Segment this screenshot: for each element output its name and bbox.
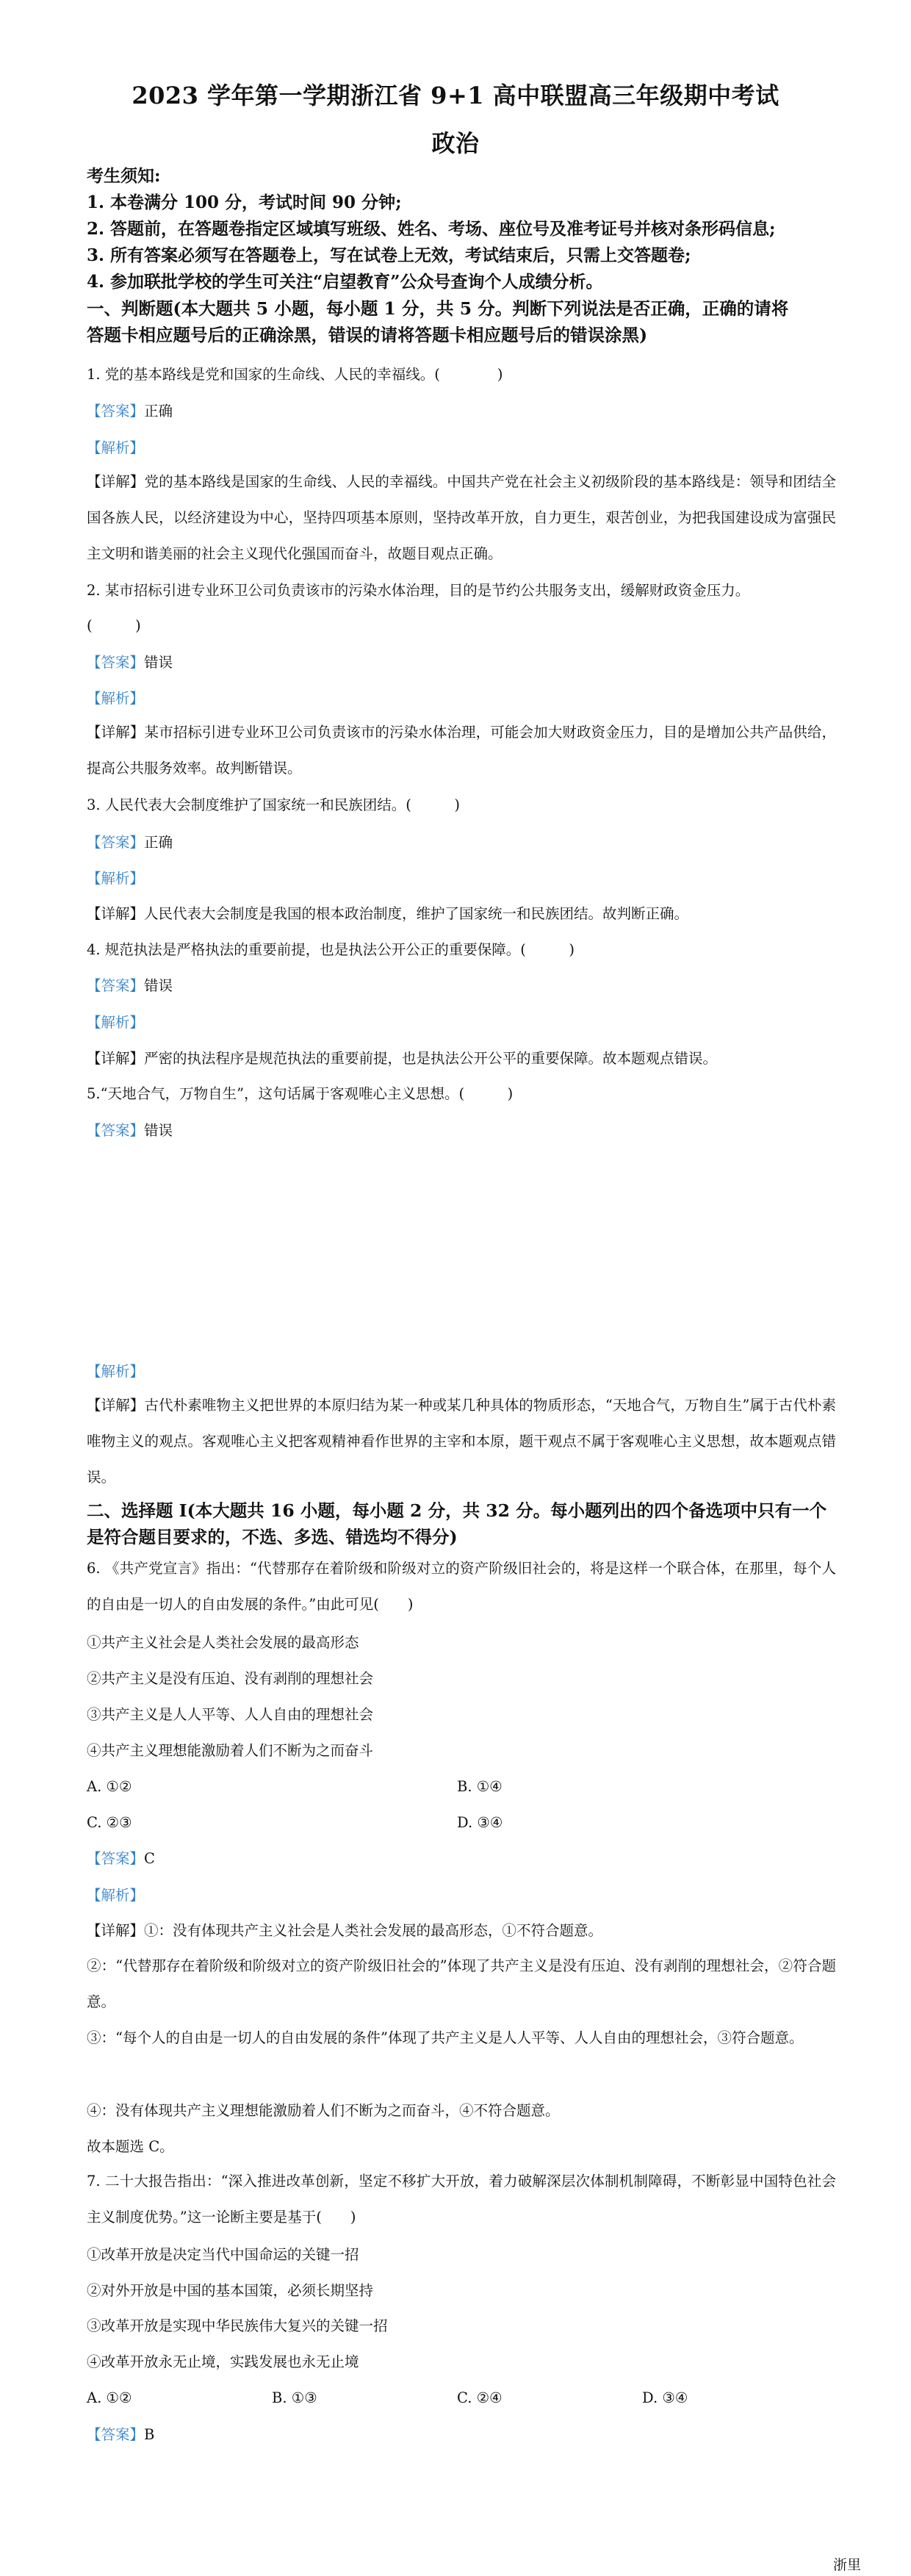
q1-detail-text: 党的基本路线是国家的生命线、人民的幸福线。中国共产党在社会主义初级阶段的基本路线是：领导和团结全国各族人民，以经济建设为中心，坚持四项基本原则，坚持改革开放，自力更生，艰苦创业，为把我国建设成为富强民主文明和谐美丽的社会主义现代化强国而奋斗，故题目观点正确。 [87,473,836,562]
q2-answer-value: 错误 [144,654,173,671]
q6-detail-5: 故本题选 C。 [87,2138,174,2155]
q4-detail [87,1048,836,1069]
footer-text: 浙里 [832,2557,861,2573]
q6-detail-2: ②：“代替那存在着阶级和阶级对立的资产阶级旧社会的”体现了共产主义是没有压迫、没有剥削的理想社会，②符合题意。 [87,1957,836,2010]
q5-detail-text: 古代朴素唯物主义把世界的本原归结为某一种或某几种具体的物质形态，“天地合气，万物自生”属于古代朴素唯物主义的观点。客观唯心主义把客观精神看作世界的主宰和本原，题干观点不属于客观唯心主义思想，故本题观点错误。 [87,1397,836,1486]
q2-detail [87,714,836,786]
q5-answer-value: 错误 [144,1122,173,1139]
q2-analysis-label: 【解析】 [87,690,145,707]
q5-answer [87,1120,836,1141]
q2-answer [87,652,836,673]
answer-label: 【答案】 [87,834,145,851]
q6-statement-4: ④共产主义理想能激励着人们不断为之而奋斗 [87,1742,374,1759]
q4-stem: 4. 规范执法是严格执法的重要前提，也是执法公开公正的重要保障。( ) [87,941,575,958]
section1-title-line1: 一、判断题(本大题共 5 小题，每小题 1 分，共 5 分。判断下列说法是否正确，正确的请将 [87,298,789,319]
detail-label: 【详解】 [87,724,145,741]
q6-analysis-label: 【解析】 [87,1887,145,1904]
q6-detail-1 [87,1921,836,1941]
q6-detail-4: ④：没有体现共产主义理想能激励着人们不断为之而奋斗，④不符合题意。 [87,2102,560,2119]
answer-label: 【答案】 [87,654,145,671]
section2-title-line2: 是符合题目要求的，不选、多选、错选均不得分) [87,1527,458,1547]
q7-option-d: D. ③④ [642,2389,688,2406]
q6-detail-3: ③：“每个人的自由是一切人的自由发展的条件”体现了共产主义是人人平等、人人自由的理想社会，③符合题意。 [87,2029,804,2046]
section1-title-line2: 答题卡相应题号后的正确涂黑，错误的请将答题卡相应题号后的错误涂黑) [87,325,648,345]
q3-detail [87,904,836,924]
q7-option-a: A. ①② [87,2389,132,2406]
q7-statement-3: ③改革开放是实现中华民族伟大复兴的关键一招 [87,2317,388,2334]
q3-detail-text: 人民代表大会制度是我国的根本政治制度，维护了国家统一和民族团结。故判断正确。 [144,905,689,922]
answer-label: 【答案】 [87,2426,145,2443]
q4-analysis-label: 【解析】 [87,1014,145,1031]
detail-label: 【详解】 [87,1050,145,1067]
detail-label: 【详解】 [87,1397,145,1414]
q5-analysis-label: 【解析】 [87,1363,145,1380]
q3-answer-value: 正确 [144,834,173,851]
answer-label: 【答案】 [87,977,145,994]
q7-statement-4: ④改革开放永无止境，实践发展也永无止境 [87,2353,359,2370]
q7-option-b: B. ①③ [272,2389,317,2406]
q6-statement-3: ③共产主义是人人平等、人人自由的理想社会 [87,1706,374,1723]
section2-title-line1: 二、选择题 I(本大题共 16 小题，每小题 2 分，共 32 分。每小题列出的四个备选项中只有一个 [87,1500,827,1521]
detail-label: 【详解】 [87,1922,145,1939]
q7-statement-2: ②对外开放是中国的基本国策，必须长期坚持 [87,2282,374,2299]
q3-analysis-label: 【解析】 [87,870,145,887]
q6-option-a: A. ①② [87,1778,132,1795]
q6-option-c: C. ②③ [87,1814,132,1831]
q3-stem: 3. 人民代表大会制度维护了国家统一和民族团结。( ) [87,796,461,813]
q7-answer-value: B [144,2426,155,2443]
q7-statement-1: ①改革开放是决定当代中国命运的关键一招 [87,2246,359,2263]
q2-stem-line1: 2. 某市招标引进专业环卫公司负责该市的污染水体治理，目的是节约公共服务支出，缓解财政资金压力。 [87,582,750,599]
answer-label: 【答案】 [87,1850,145,1867]
q6-stem: 6. 《共产党宣言》指出：“代替那存在着阶级和阶级对立的资产阶级旧社会的，将是这样一个联合体，在那里，每个人的自由是一切人的自由发展的条件。”由此可见( ) [87,1560,836,1613]
q7-stem: 7. 二十大报告指出：“深入推进改革创新，坚定不移扩大开放，着力破解深层次体制机制障碍，不断彰显中国特色社会主义制度优势。”这一论断主要是基于( ) [87,2173,836,2226]
q7-option-c: C. ②④ [457,2389,503,2406]
q1-stem: 1. 党的基本路线是党和国家的生命线、人民的幸福线。( ) [87,366,503,383]
q1-detail [87,464,836,572]
detail-label: 【详解】 [87,473,145,490]
notice-item-1: 1. 本卷满分 100 分，考试时间 90 分钟; [87,193,402,212]
exam-title: 2023 学年第一学期浙江省 9+1 高中联盟高三年级期中考试 [132,82,779,109]
q6-option-d: D. ③④ [457,1814,503,1831]
notice-item-3: 3. 所有答案必须写在答题卷上，写在试卷上无效，考试结束后，只需上交答题卷; [87,245,691,265]
q6-answer [87,1849,836,1869]
q2-stem-line2: ( ) [87,617,141,634]
q5-stem: 5.“天地合气，万物自生”，这句话属于客观唯心主义思想。( ) [87,1085,514,1102]
q6-option-b: B. ①④ [457,1778,503,1795]
q4-answer [87,976,836,996]
q5-detail [87,1387,836,1495]
detail-label: 【详解】 [87,905,145,922]
q6-statement-1: ①共产主义社会是人类社会发展的最高形态 [87,1634,359,1651]
q1-analysis-label: 【解析】 [87,439,145,456]
q7-answer [87,2425,836,2445]
q3-answer [87,832,836,853]
q6-statement-2: ②共产主义是没有压迫、没有剥削的理想社会 [87,1670,374,1687]
notice-item-2: 2. 答题前，在答题卷指定区域填写班级、姓名、考场、座位号及准考证号并核对条形码信息; [87,219,776,239]
answer-label: 【答案】 [87,1122,145,1139]
q2-detail-text: 某市招标引进专业环卫公司负责该市的污染水体治理，可能会加大财政资金压力，目的是增加公共产品供给，提高公共服务效率。故判断错误。 [87,724,836,777]
subject-title: 政治 [431,129,480,157]
notice-heading: 考生须知: [87,166,161,186]
q4-answer-value: 错误 [144,977,173,994]
q1-answer-value: 正确 [144,403,173,420]
answer-label: 【答案】 [87,403,145,420]
q4-detail-text: 严密的执法程序是规范执法的重要前提，也是执法公开公平的重要保障。故本题观点错误。 [144,1050,718,1067]
q6-answer-value: C [144,1850,155,1867]
q6-detail-1-text: ①：没有体现共产主义社会是人类社会发展的最高形态，①不符合题意。 [144,1922,603,1939]
q1-answer [87,401,836,422]
notice-item-4: 4. 参加联批学校的学生可关注“启望教育”公众号查询个人成绩分析。 [87,272,603,292]
